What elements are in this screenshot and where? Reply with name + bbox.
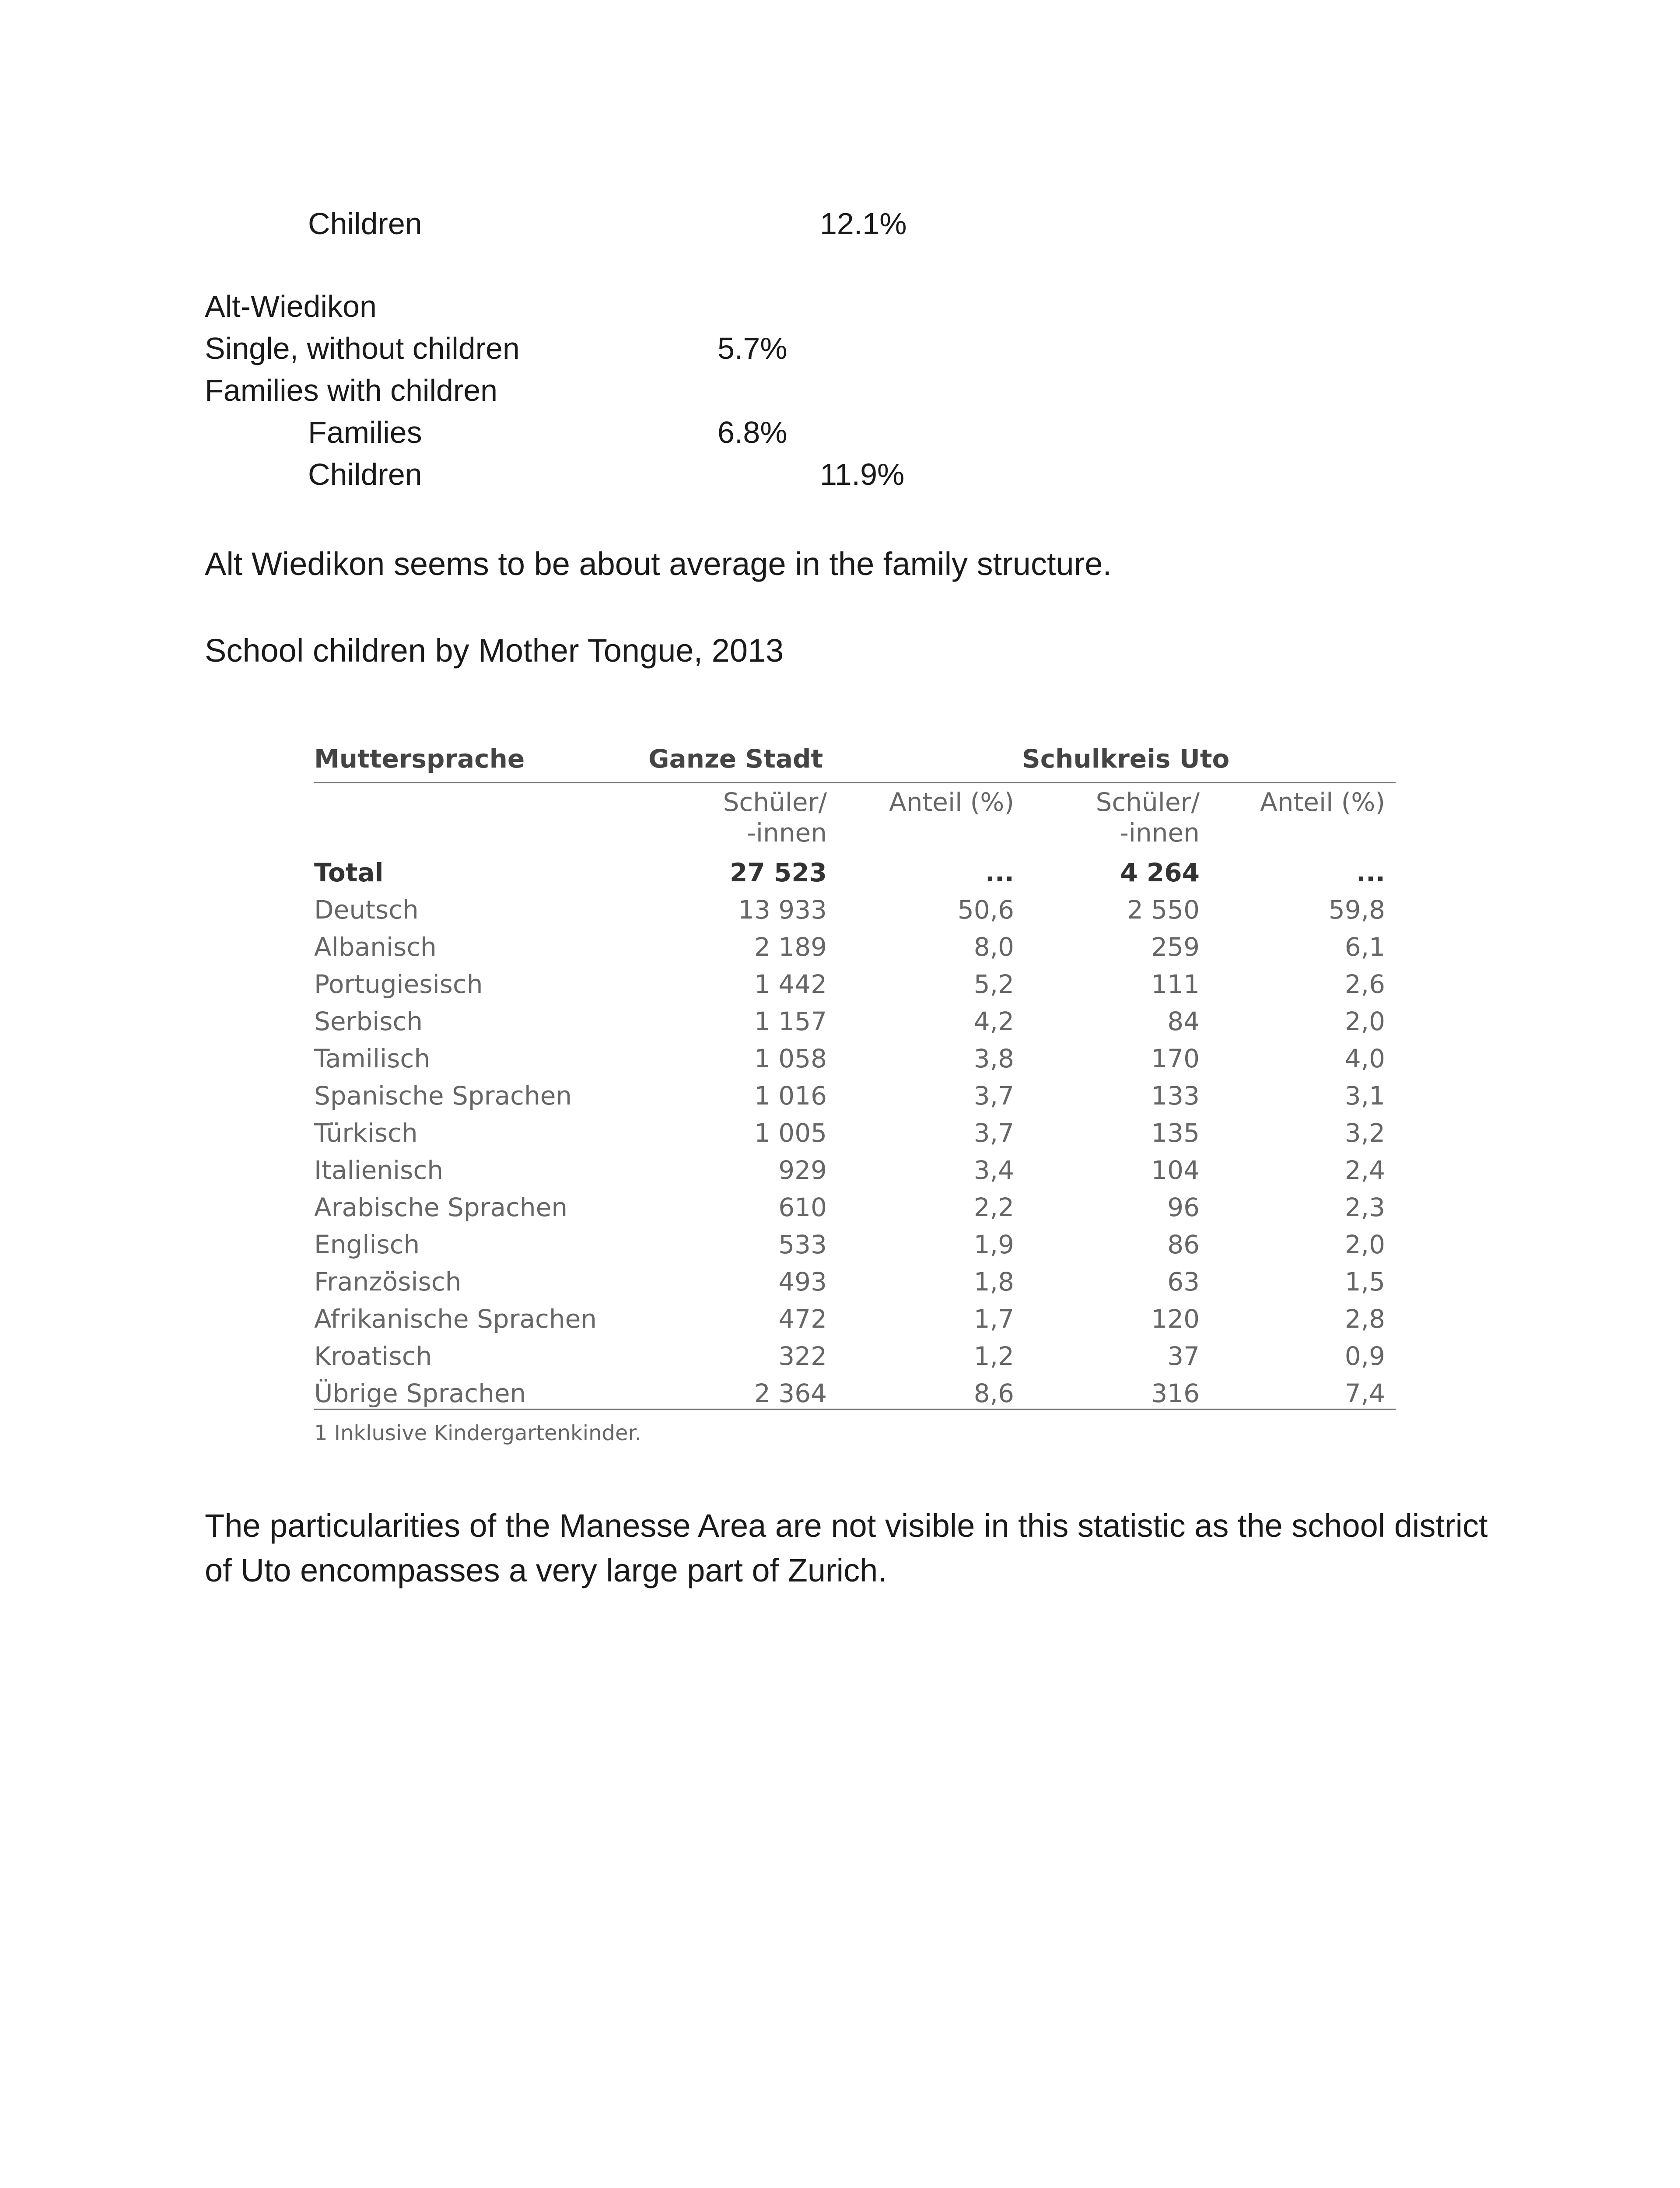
cell-language: Tamilisch — [314, 1044, 430, 1073]
cell-district-students: 4 264 — [1120, 858, 1200, 887]
cell-language: Albanisch — [314, 932, 437, 962]
alt-wiedikon-title: Alt-Wiedikon — [205, 289, 377, 323]
families-label: Families — [308, 415, 422, 449]
cell-district-share: 2,6 — [1344, 969, 1385, 999]
cell-district-students: 63 — [1167, 1267, 1200, 1297]
families-value: 6.8% — [718, 415, 788, 449]
table-row — [314, 891, 1396, 929]
cell-district-students: 2 550 — [1127, 895, 1200, 925]
cell-city-students: 1 016 — [754, 1081, 827, 1111]
cell-city-students: 2 364 — [754, 1378, 827, 1408]
table-row — [314, 1040, 1396, 1077]
cell-language: Total — [314, 858, 384, 887]
table-row — [314, 1263, 1396, 1301]
cell-district-share: 3,2 — [1344, 1118, 1385, 1148]
table-row — [314, 1189, 1396, 1226]
cell-district-students: 104 — [1151, 1155, 1200, 1185]
table-row — [314, 1115, 1396, 1152]
subheader-district-students: Schüler/ -innen — [1096, 787, 1200, 848]
cell-city-share: 3,7 — [973, 1081, 1014, 1111]
table-total-row — [314, 854, 1396, 891]
cell-language: Deutsch — [314, 895, 419, 925]
cell-language: Türkisch — [314, 1118, 418, 1148]
cell-district-students: 96 — [1167, 1192, 1200, 1222]
cell-city-share: 5,2 — [973, 969, 1014, 999]
cell-district-share: 2,0 — [1344, 1006, 1385, 1036]
cell-district-share: 4,0 — [1344, 1044, 1385, 1073]
cell-city-share: 50,6 — [957, 895, 1014, 925]
cell-language: Italienisch — [314, 1155, 444, 1185]
cell-city-students: 1 005 — [754, 1118, 827, 1148]
header-district: Schulkreis Uto — [1022, 744, 1230, 774]
cell-district-share: 2,3 — [1344, 1192, 1385, 1222]
cell-language: Übrige Sprachen — [314, 1378, 526, 1408]
cell-language: Englisch — [314, 1230, 420, 1259]
cell-district-students: 133 — [1151, 1081, 1200, 1111]
cell-city-share: 3,4 — [973, 1155, 1014, 1185]
cell-language: Arabische Sprachen — [314, 1192, 568, 1222]
table-row — [314, 929, 1396, 966]
cell-district-share: 3,1 — [1344, 1081, 1385, 1111]
single-value: 5.7% — [718, 331, 788, 365]
cell-district-students: 120 — [1151, 1304, 1200, 1334]
cell-city-students: 1 058 — [754, 1044, 827, 1073]
cell-district-share: 1,5 — [1344, 1267, 1385, 1297]
table-row — [314, 1077, 1396, 1115]
table-row — [314, 1375, 1396, 1412]
cell-city-share: 4,2 — [973, 1006, 1014, 1036]
subheader-city-share: Anteil (%) — [889, 787, 1014, 817]
single-label: Single, without children — [205, 331, 520, 365]
cell-city-students: 27 523 — [730, 858, 827, 887]
cell-district-students: 84 — [1167, 1006, 1200, 1036]
table-caption: School children by Mother Tongue, 2013 — [205, 632, 784, 669]
summary-sentence: Alt Wiedikon seems to be about average in the family structure. — [205, 546, 1112, 582]
cell-city-students: 533 — [778, 1230, 827, 1259]
cell-city-students: 929 — [778, 1155, 827, 1185]
cell-city-share: 3,7 — [973, 1118, 1014, 1148]
cell-language: Spanische Sprachen — [314, 1081, 572, 1111]
table-row — [314, 1003, 1396, 1040]
cell-language: Portugiesisch — [314, 969, 483, 999]
cell-district-share: 2,4 — [1344, 1155, 1385, 1185]
header-rule — [314, 782, 1396, 783]
cell-district-share: 7,4 — [1344, 1378, 1385, 1408]
subheader-district-share: Anteil (%) — [1260, 787, 1385, 817]
table-row — [314, 1301, 1396, 1338]
cell-district-share: 2,0 — [1344, 1230, 1385, 1259]
table-row — [314, 1152, 1396, 1189]
table-row — [314, 1338, 1396, 1375]
cell-city-students: 2 189 — [754, 932, 827, 962]
cell-city-share: 2,2 — [973, 1192, 1014, 1222]
cell-city-share: 8,6 — [973, 1378, 1014, 1408]
cell-city-students: 1 157 — [754, 1006, 827, 1036]
cell-city-students: 322 — [778, 1341, 827, 1371]
header-city: Ganze Stadt — [648, 744, 823, 774]
cell-district-share: 59,8 — [1328, 895, 1385, 925]
subheader-city-students: Schüler/ -innen — [723, 787, 827, 848]
cell-district-students: 170 — [1151, 1044, 1200, 1073]
families-heading: Families with children — [205, 373, 498, 407]
cell-city-share: 1,9 — [973, 1230, 1014, 1259]
cell-district-students: 37 — [1167, 1341, 1200, 1371]
cell-city-students: 610 — [778, 1192, 827, 1222]
table-footnote: 1 Inklusive Kindergartenkinder. — [314, 1421, 642, 1445]
cell-city-share: ... — [985, 858, 1014, 887]
cell-city-students: 472 — [778, 1304, 827, 1334]
cell-district-students: 135 — [1151, 1118, 1200, 1148]
cell-language: Serbisch — [314, 1006, 423, 1036]
cell-language: Kroatisch — [314, 1341, 432, 1371]
cell-district-share: ... — [1356, 858, 1385, 887]
children-top-label: Children — [308, 207, 422, 241]
cell-city-share: 1,7 — [973, 1304, 1014, 1334]
bottom-rule — [314, 1409, 1396, 1410]
conclusion-line-1: The particularities of the Manesse Area are not visible in this statistic as the school district — [205, 1508, 1488, 1544]
cell-district-share: 6,1 — [1344, 932, 1385, 962]
cell-district-share: 0,9 — [1344, 1341, 1385, 1371]
cell-district-students: 111 — [1151, 969, 1200, 999]
cell-city-students: 13 933 — [738, 895, 827, 925]
cell-language: Französisch — [314, 1267, 462, 1297]
cell-district-students: 259 — [1151, 932, 1200, 962]
cell-city-students: 493 — [778, 1267, 827, 1297]
table-row — [314, 966, 1396, 1003]
children-value: 11.9% — [820, 457, 905, 491]
header-language: Muttersprache — [314, 744, 525, 774]
children-top-value: 12.1% — [820, 207, 907, 241]
cell-language: Afrikanische Sprachen — [314, 1304, 597, 1334]
cell-district-students: 316 — [1151, 1378, 1200, 1408]
cell-city-share: 1,8 — [973, 1267, 1014, 1297]
cell-city-share: 8,0 — [973, 932, 1014, 962]
cell-district-share: 2,8 — [1344, 1304, 1385, 1334]
cell-city-share: 1,2 — [973, 1341, 1014, 1371]
conclusion-line-2: of Uto encompasses a very large part of Zurich. — [205, 1552, 887, 1588]
children-label: Children — [308, 457, 422, 491]
table-row — [314, 1226, 1396, 1263]
cell-city-share: 3,8 — [973, 1044, 1014, 1073]
cell-district-students: 86 — [1167, 1230, 1200, 1259]
cell-city-students: 1 442 — [754, 969, 827, 999]
